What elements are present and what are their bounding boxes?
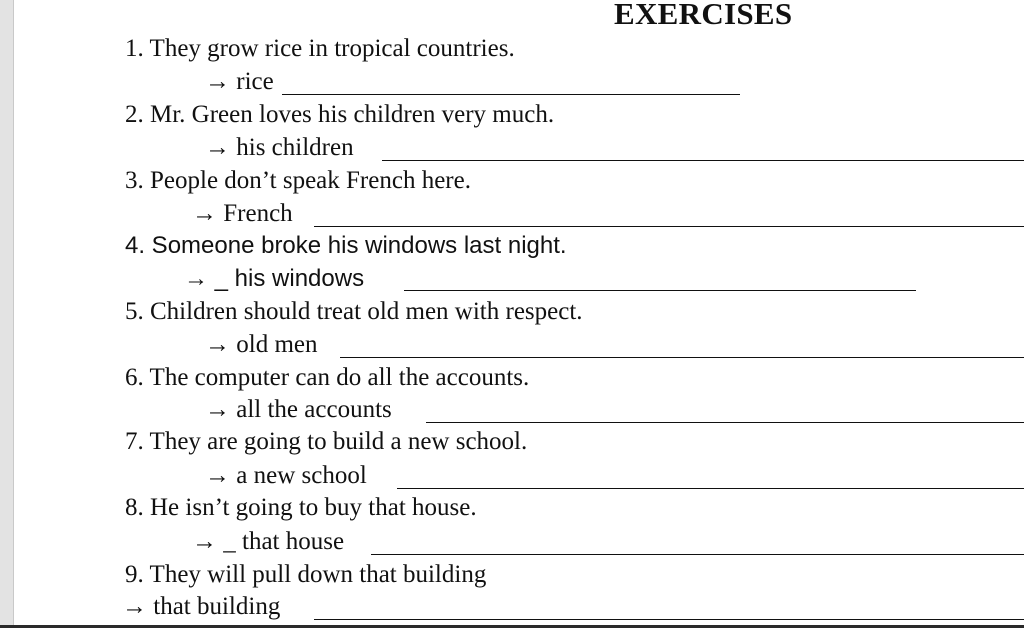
- answer-7-blank[interactable]: [397, 488, 1024, 489]
- answer-2-prompt: → his children: [205, 134, 354, 161]
- answer-6-blank[interactable]: [426, 422, 1024, 423]
- question-1: 1. They grow rice in tropical countries.: [125, 35, 515, 62]
- answer-4-blank[interactable]: [404, 290, 916, 291]
- answer-1-prompt: → rice: [205, 68, 274, 95]
- answer-2-blank[interactable]: [382, 160, 1024, 161]
- answer-4-prompt: → _ his windows: [184, 265, 365, 292]
- question-8: 8. He isn’t going to buy that house.: [125, 494, 477, 521]
- answer-5-prompt: → old men: [205, 331, 318, 358]
- question-5: 5. Children should treat old men with respect.: [125, 298, 583, 325]
- left-margin-bar: [0, 0, 13, 628]
- question-9: 9. They will pull down that building: [125, 561, 487, 588]
- answer-6-prompt: → all the accounts: [205, 396, 392, 423]
- answer-3-blank[interactable]: [314, 226, 1024, 227]
- question-6: 6. The computer can do all the accounts.: [125, 364, 530, 391]
- document-page: [14, 0, 1024, 625]
- page-title: EXERCISES: [614, 0, 793, 31]
- answer-1-blank[interactable]: [282, 94, 740, 95]
- answer-9-prompt: → that building: [122, 593, 281, 620]
- answer-7-prompt: → a new school: [205, 462, 367, 489]
- answer-3-prompt: → French: [192, 200, 293, 227]
- answer-5-blank[interactable]: [340, 357, 1024, 358]
- answer-8-prompt: → _ that house: [192, 528, 345, 555]
- answer-9-blank[interactable]: [314, 619, 1024, 620]
- question-7: 7. They are going to build a new school.: [125, 428, 528, 455]
- question-4: 4. Someone broke his windows last night.: [125, 232, 567, 259]
- question-2: 2. Mr. Green loves his children very much.: [125, 101, 555, 128]
- question-3: 3. People don’t speak French here.: [125, 167, 471, 194]
- answer-8-blank[interactable]: [371, 554, 1024, 555]
